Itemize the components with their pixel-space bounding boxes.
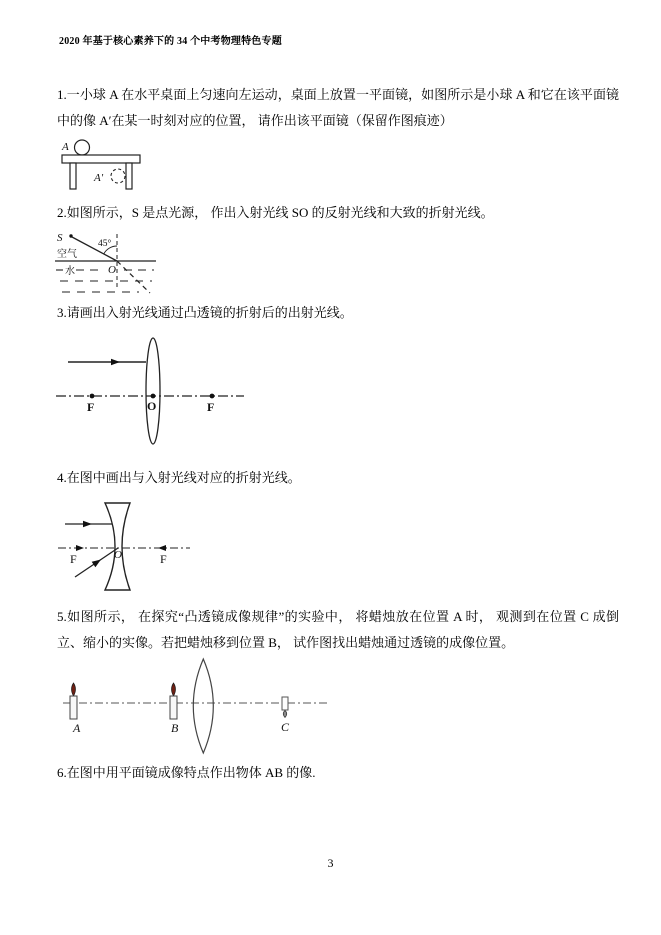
candle-a-body: [70, 696, 77, 719]
water-label: 水: [65, 266, 75, 277]
figure-3-convex-lens: [56, 332, 278, 454]
candle-b-body: [170, 696, 177, 719]
image-c-flame-inverted: [283, 711, 287, 718]
right-focus-dot: [210, 394, 215, 399]
image-a-label: A′: [94, 172, 104, 184]
origin-o-label: O: [108, 264, 116, 276]
image-c-body: [282, 697, 288, 710]
candle-a: [70, 683, 81, 735]
figure-1-table-mirror: [58, 136, 208, 196]
source-s-label: S: [57, 232, 63, 244]
document-title: 2020 年基于核心素养下的 34 个中考物理特色专题: [59, 36, 282, 47]
convex-lens: [146, 338, 160, 444]
air-label: 空气: [57, 249, 77, 260]
candle-b-label: B: [171, 721, 179, 735]
convex-lens: [193, 659, 213, 753]
question-6-text: 6.在图中用平面镜成像特点作出物体 AB 的像.: [57, 765, 316, 780]
candle-b-flame: [172, 683, 176, 696]
right-focus-label: F: [207, 400, 215, 414]
image-c-label: C: [281, 720, 290, 734]
optical-center-label: O: [147, 399, 157, 413]
table-leg-right: [126, 163, 132, 189]
question-5-text: 5.如图所示， 在探究“凸透镜成像规律”的实验中， 将蜡烛放在位置 A 时， 观测到在位置 C 成倒立、缩小的实像。若把蜡烛移到位置 B， 试作图找出蜡烛通过透镜的成像位置。: [57, 609, 619, 650]
right-focus-label: F: [160, 552, 167, 566]
figure-5-image-formation: [52, 656, 352, 762]
left-focus-dot: [90, 394, 95, 399]
candle-a-flame: [72, 683, 76, 696]
left-focus-label: F: [70, 552, 77, 566]
table-top: [62, 155, 140, 163]
question-3-text: 3.请画出入射光线通过凸透镜的折射后的出射光线。: [57, 305, 353, 320]
continuation-ray-dashed: [117, 261, 150, 293]
image-a-dashed-circle: [111, 169, 125, 183]
optical-center-label: O: [114, 549, 122, 561]
figure-2-refraction: [54, 226, 166, 302]
axis-arrowhead-left: [76, 545, 84, 551]
table-leg-left: [70, 163, 76, 189]
question-4-text: 4.在图中画出与入射光线对应的折射光线。: [57, 470, 301, 485]
angle-label: 45°: [98, 239, 112, 249]
concave-lens: [105, 503, 130, 590]
candle-a-label: A: [73, 721, 81, 735]
ball-a-label: A: [62, 141, 69, 153]
ball-a: [75, 140, 90, 155]
left-focus-label: F: [87, 400, 95, 414]
ray1-arrowhead: [83, 521, 92, 528]
ray2-arrowhead: [92, 557, 103, 568]
axis-arrowhead-right: [158, 545, 166, 551]
figure-4-concave-lens: [56, 497, 246, 602]
question-2-text: 2.如图所示，S 是点光源， 作出入射光线 SO 的反射光线和大致的折射光线。: [57, 205, 494, 220]
question-1-text: 1.一小球 A 在水平桌面上匀速向左运动，桌面上放置一平面镜，如图所示是小球 A 和它在该平面镜中的像 A′在某一时刻对应的位置， 请作出该平面镜（保留作图痕迹）: [57, 87, 619, 128]
ray-arrowhead: [111, 359, 120, 366]
optical-center-dot: [151, 394, 156, 399]
candle-b: [170, 683, 179, 735]
page-number: 3: [327, 856, 334, 870]
